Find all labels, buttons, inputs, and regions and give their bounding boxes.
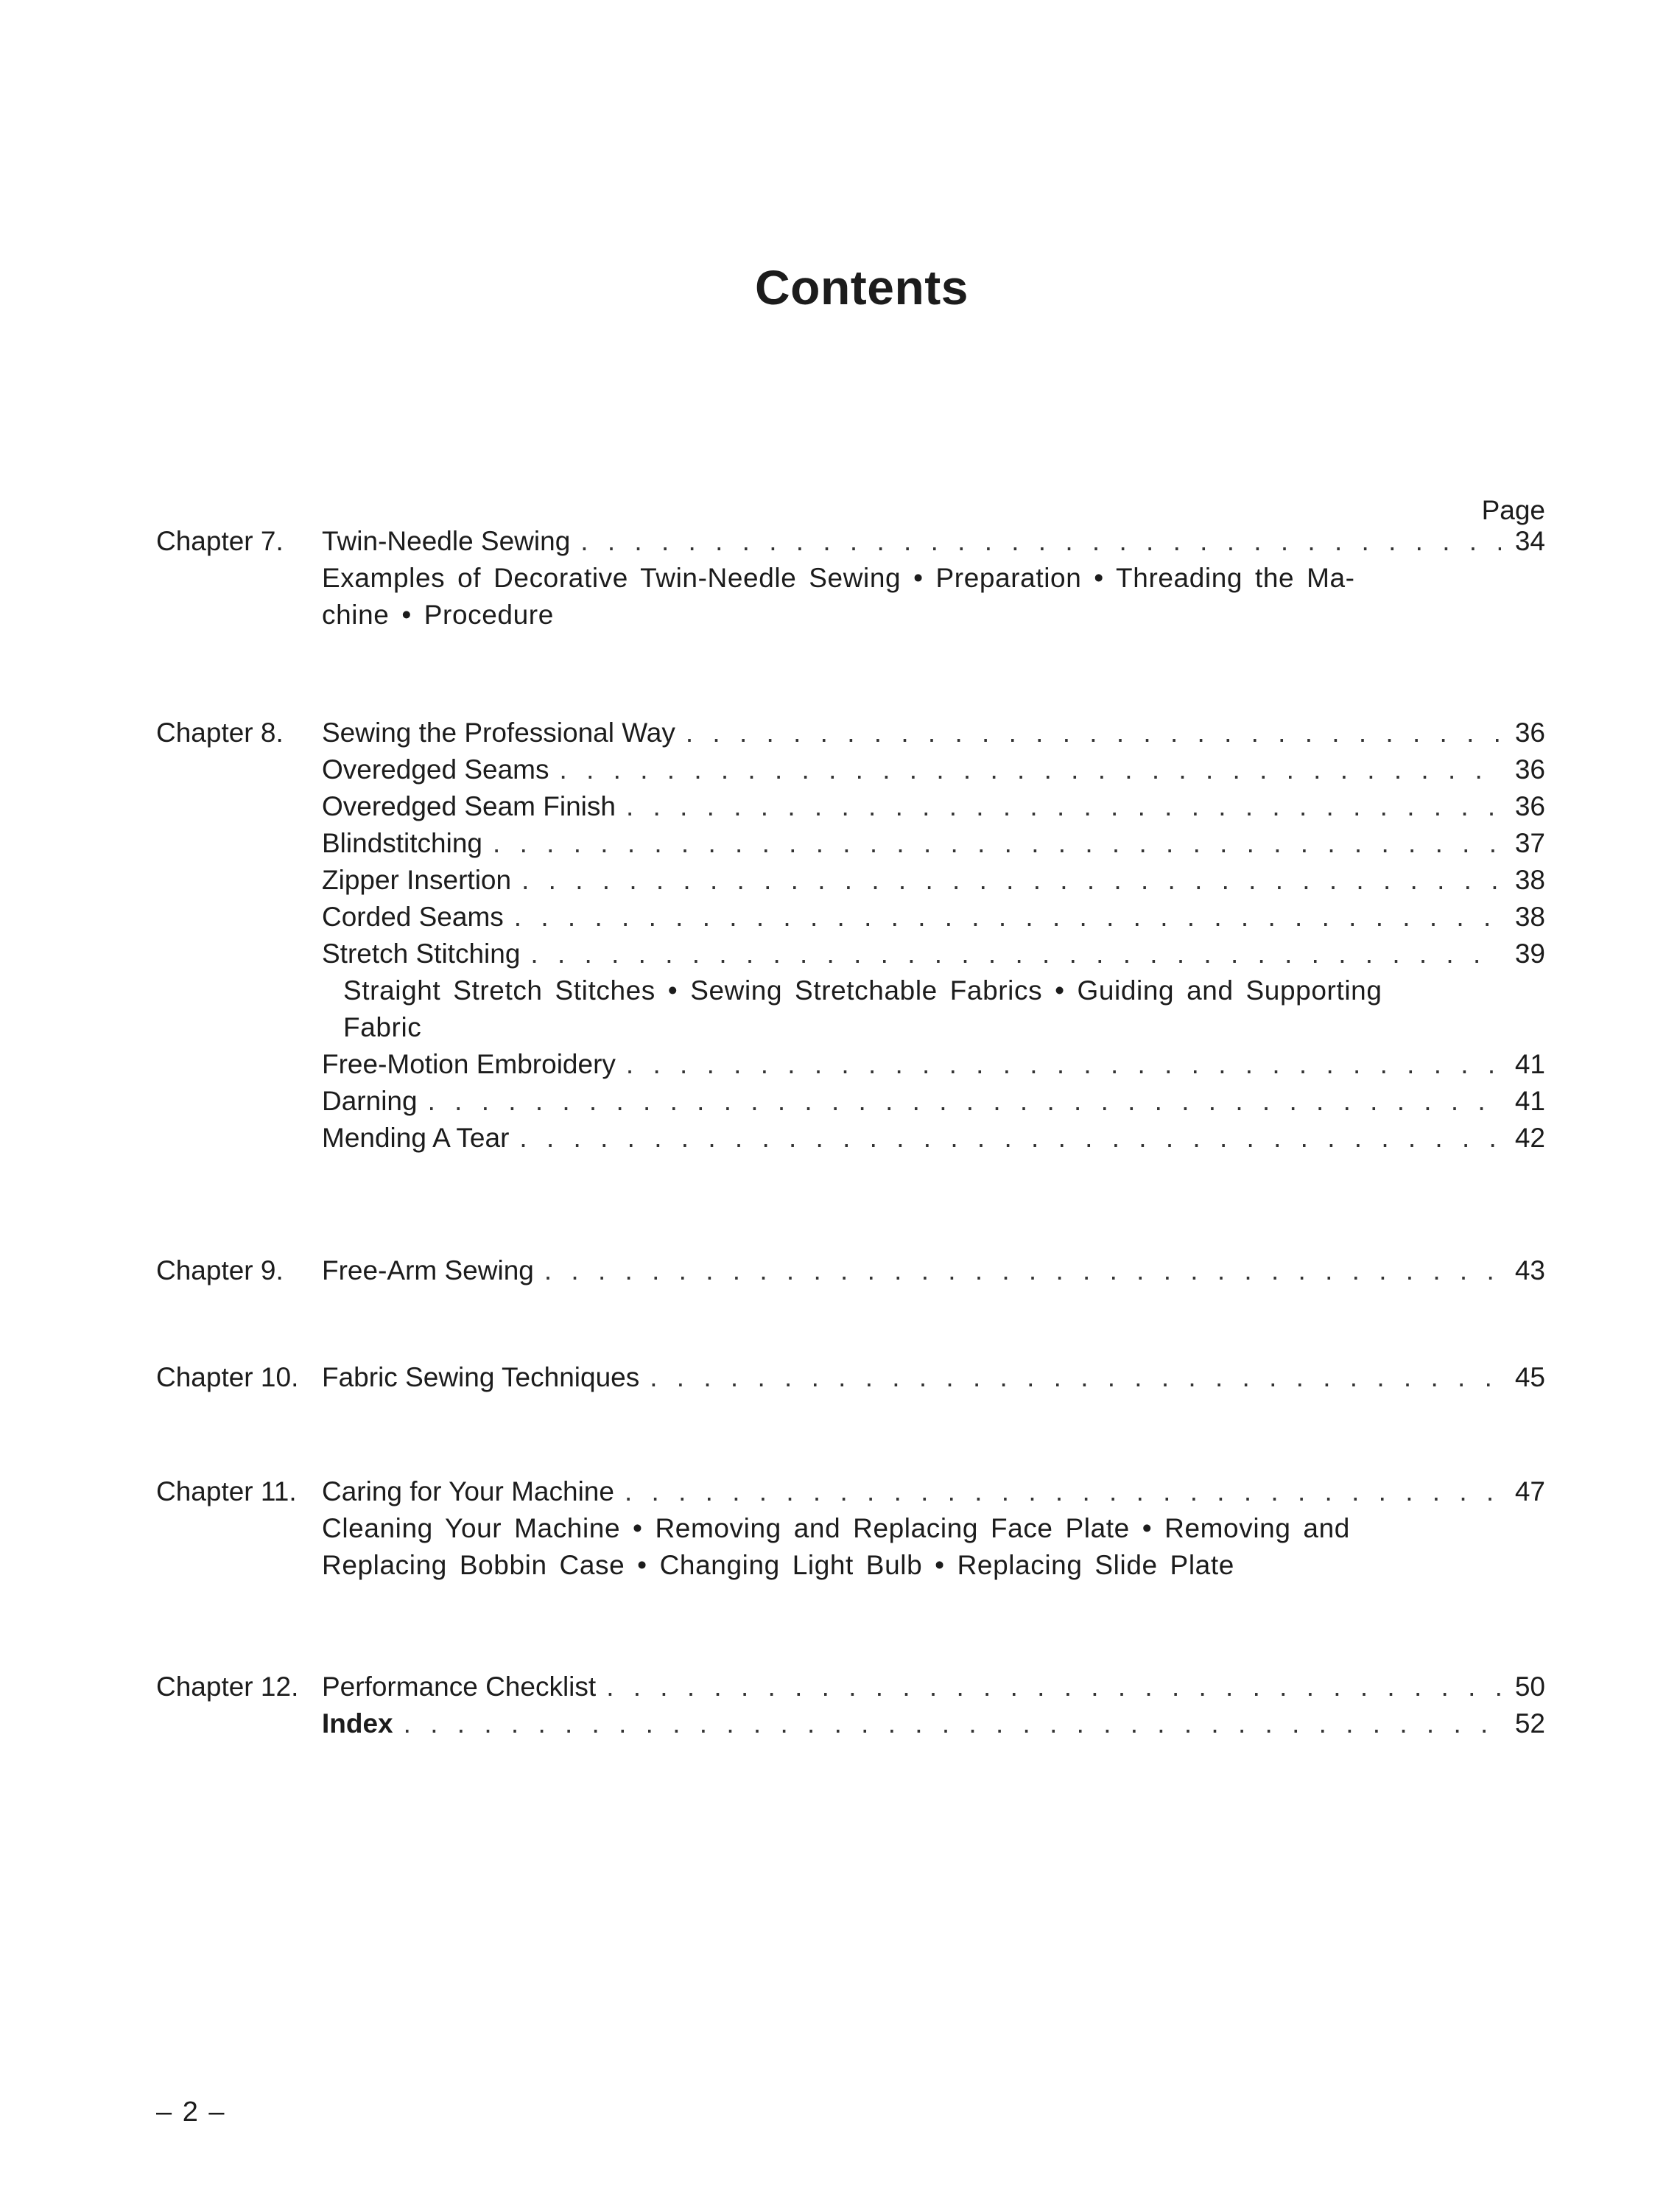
toc-row[interactable]: [156, 1705, 1545, 1742]
dot-leader: [544, 1252, 1501, 1289]
description-line: Straight Stretch Stitches • Sewing Stretchable Fabrics • Guiding and Supporting: [343, 975, 1382, 1006]
toc-row[interactable]: [156, 1359, 1545, 1396]
toc-row[interactable]: [156, 1473, 1545, 1510]
chapter-label: Chapter 9.: [156, 1255, 284, 1285]
dot-leader: [404, 1705, 1501, 1742]
page-number: 42: [1514, 1123, 1545, 1153]
page-number: 39: [1514, 939, 1545, 969]
toc-row[interactable]: [156, 715, 1545, 751]
page-number: 52: [1514, 1708, 1545, 1739]
toc-row[interactable]: [156, 1083, 1545, 1120]
toc-row[interactable]: [156, 1120, 1545, 1157]
toc-row[interactable]: [156, 523, 1545, 560]
chapter-label: Chapter 8.: [156, 718, 284, 748]
entry-title: Fabric Sewing Techniques: [322, 1362, 640, 1392]
page-number: 36: [1514, 718, 1545, 748]
dot-leader: [530, 936, 1501, 972]
page-number: 47: [1514, 1476, 1545, 1506]
dot-leader: [626, 788, 1501, 825]
page-number: 37: [1514, 828, 1545, 858]
page-number: 41: [1514, 1049, 1545, 1079]
description-line: Fabric: [343, 1012, 422, 1042]
toc-row[interactable]: [156, 1046, 1545, 1083]
entry-title: Corded Seams: [322, 902, 504, 932]
chapter-10: [156, 1359, 1545, 1396]
chapter-label: Chapter 7.: [156, 526, 284, 556]
chapter-11: [156, 1473, 1545, 1584]
description-line: Examples of Decorative Twin-Needle Sewing • Preparation • Threading the Ma-: [322, 563, 1355, 593]
dot-leader: [580, 523, 1501, 560]
entry-title: Mending A Tear: [322, 1123, 510, 1153]
dot-leader: [519, 1120, 1501, 1157]
chapter-label: Chapter 11.: [156, 1476, 297, 1506]
dot-leader: [650, 1359, 1501, 1396]
stretch-stitching-description: [156, 972, 1411, 1046]
toc-row[interactable]: [156, 751, 1545, 788]
page-number: 38: [1514, 865, 1545, 895]
description-line: chine • Procedure: [322, 600, 554, 630]
entry-title: Index: [322, 1708, 393, 1739]
toc-row[interactable]: [156, 899, 1545, 936]
page-number: 38: [1514, 902, 1545, 932]
entry-title: Stretch Stitching: [322, 939, 521, 969]
chapter-label: Chapter 10.: [156, 1362, 299, 1392]
page-number: 36: [1514, 791, 1545, 821]
description-line: Cleaning Your Machine • Removing and Replacing Face Plate • Removing and: [322, 1513, 1350, 1543]
entry-title: Twin-Needle Sewing: [322, 526, 571, 556]
dot-leader: [514, 899, 1501, 936]
page-number: 43: [1514, 1255, 1545, 1285]
entry-title: Free-Motion Embroidery: [322, 1049, 616, 1079]
entry-title: Free-Arm Sewing: [322, 1255, 534, 1285]
page-number: 36: [1514, 754, 1545, 785]
toc-row[interactable]: [156, 788, 1545, 825]
entry-title: Sewing the Professional Way: [322, 718, 675, 748]
toc-row[interactable]: [156, 862, 1545, 899]
entry-title: Zipper Insertion: [322, 865, 512, 895]
chapter-8: [156, 715, 1545, 1157]
dot-leader: [493, 825, 1501, 862]
entry-title: Overedged Seams: [322, 754, 549, 785]
dot-leader: [625, 1473, 1501, 1510]
dot-leader: [606, 1669, 1501, 1705]
toc-row[interactable]: [156, 936, 1545, 972]
page-column-label: Page: [1481, 495, 1545, 525]
page-folio: – 2 –: [156, 2097, 226, 2127]
description-line: Replacing Bobbin Case • Changing Light Bulb • Replacing Slide Plate: [322, 1550, 1234, 1580]
dot-leader: [686, 715, 1501, 751]
toc-row[interactable]: [156, 825, 1545, 862]
dot-leader: [428, 1083, 1501, 1120]
entry-title: Caring for Your Machine: [322, 1476, 614, 1506]
entry-title: Darning: [322, 1086, 418, 1116]
chapter-12: [156, 1669, 1545, 1742]
toc-row[interactable]: [156, 1669, 1545, 1705]
dot-leader: [626, 1046, 1501, 1083]
entry-title: Performance Checklist: [322, 1671, 597, 1702]
toc-row[interactable]: [156, 1252, 1545, 1289]
page-number: 41: [1514, 1086, 1545, 1116]
chapter-label: Chapter 12.: [156, 1671, 299, 1702]
page-number: 50: [1514, 1671, 1545, 1702]
page-number: 45: [1514, 1362, 1545, 1392]
chapter-description: [156, 1510, 1412, 1584]
dot-leader: [521, 862, 1501, 899]
chapter-7: [156, 523, 1545, 634]
entry-title: Overedged Seam Finish: [322, 791, 616, 821]
entry-title: Blindstitching: [322, 828, 483, 858]
page-number: 34: [1514, 526, 1545, 556]
dot-leader: [560, 751, 1501, 788]
chapter-description: [156, 560, 1412, 634]
chapter-9: [156, 1252, 1545, 1289]
page-title: Contents: [755, 260, 969, 315]
